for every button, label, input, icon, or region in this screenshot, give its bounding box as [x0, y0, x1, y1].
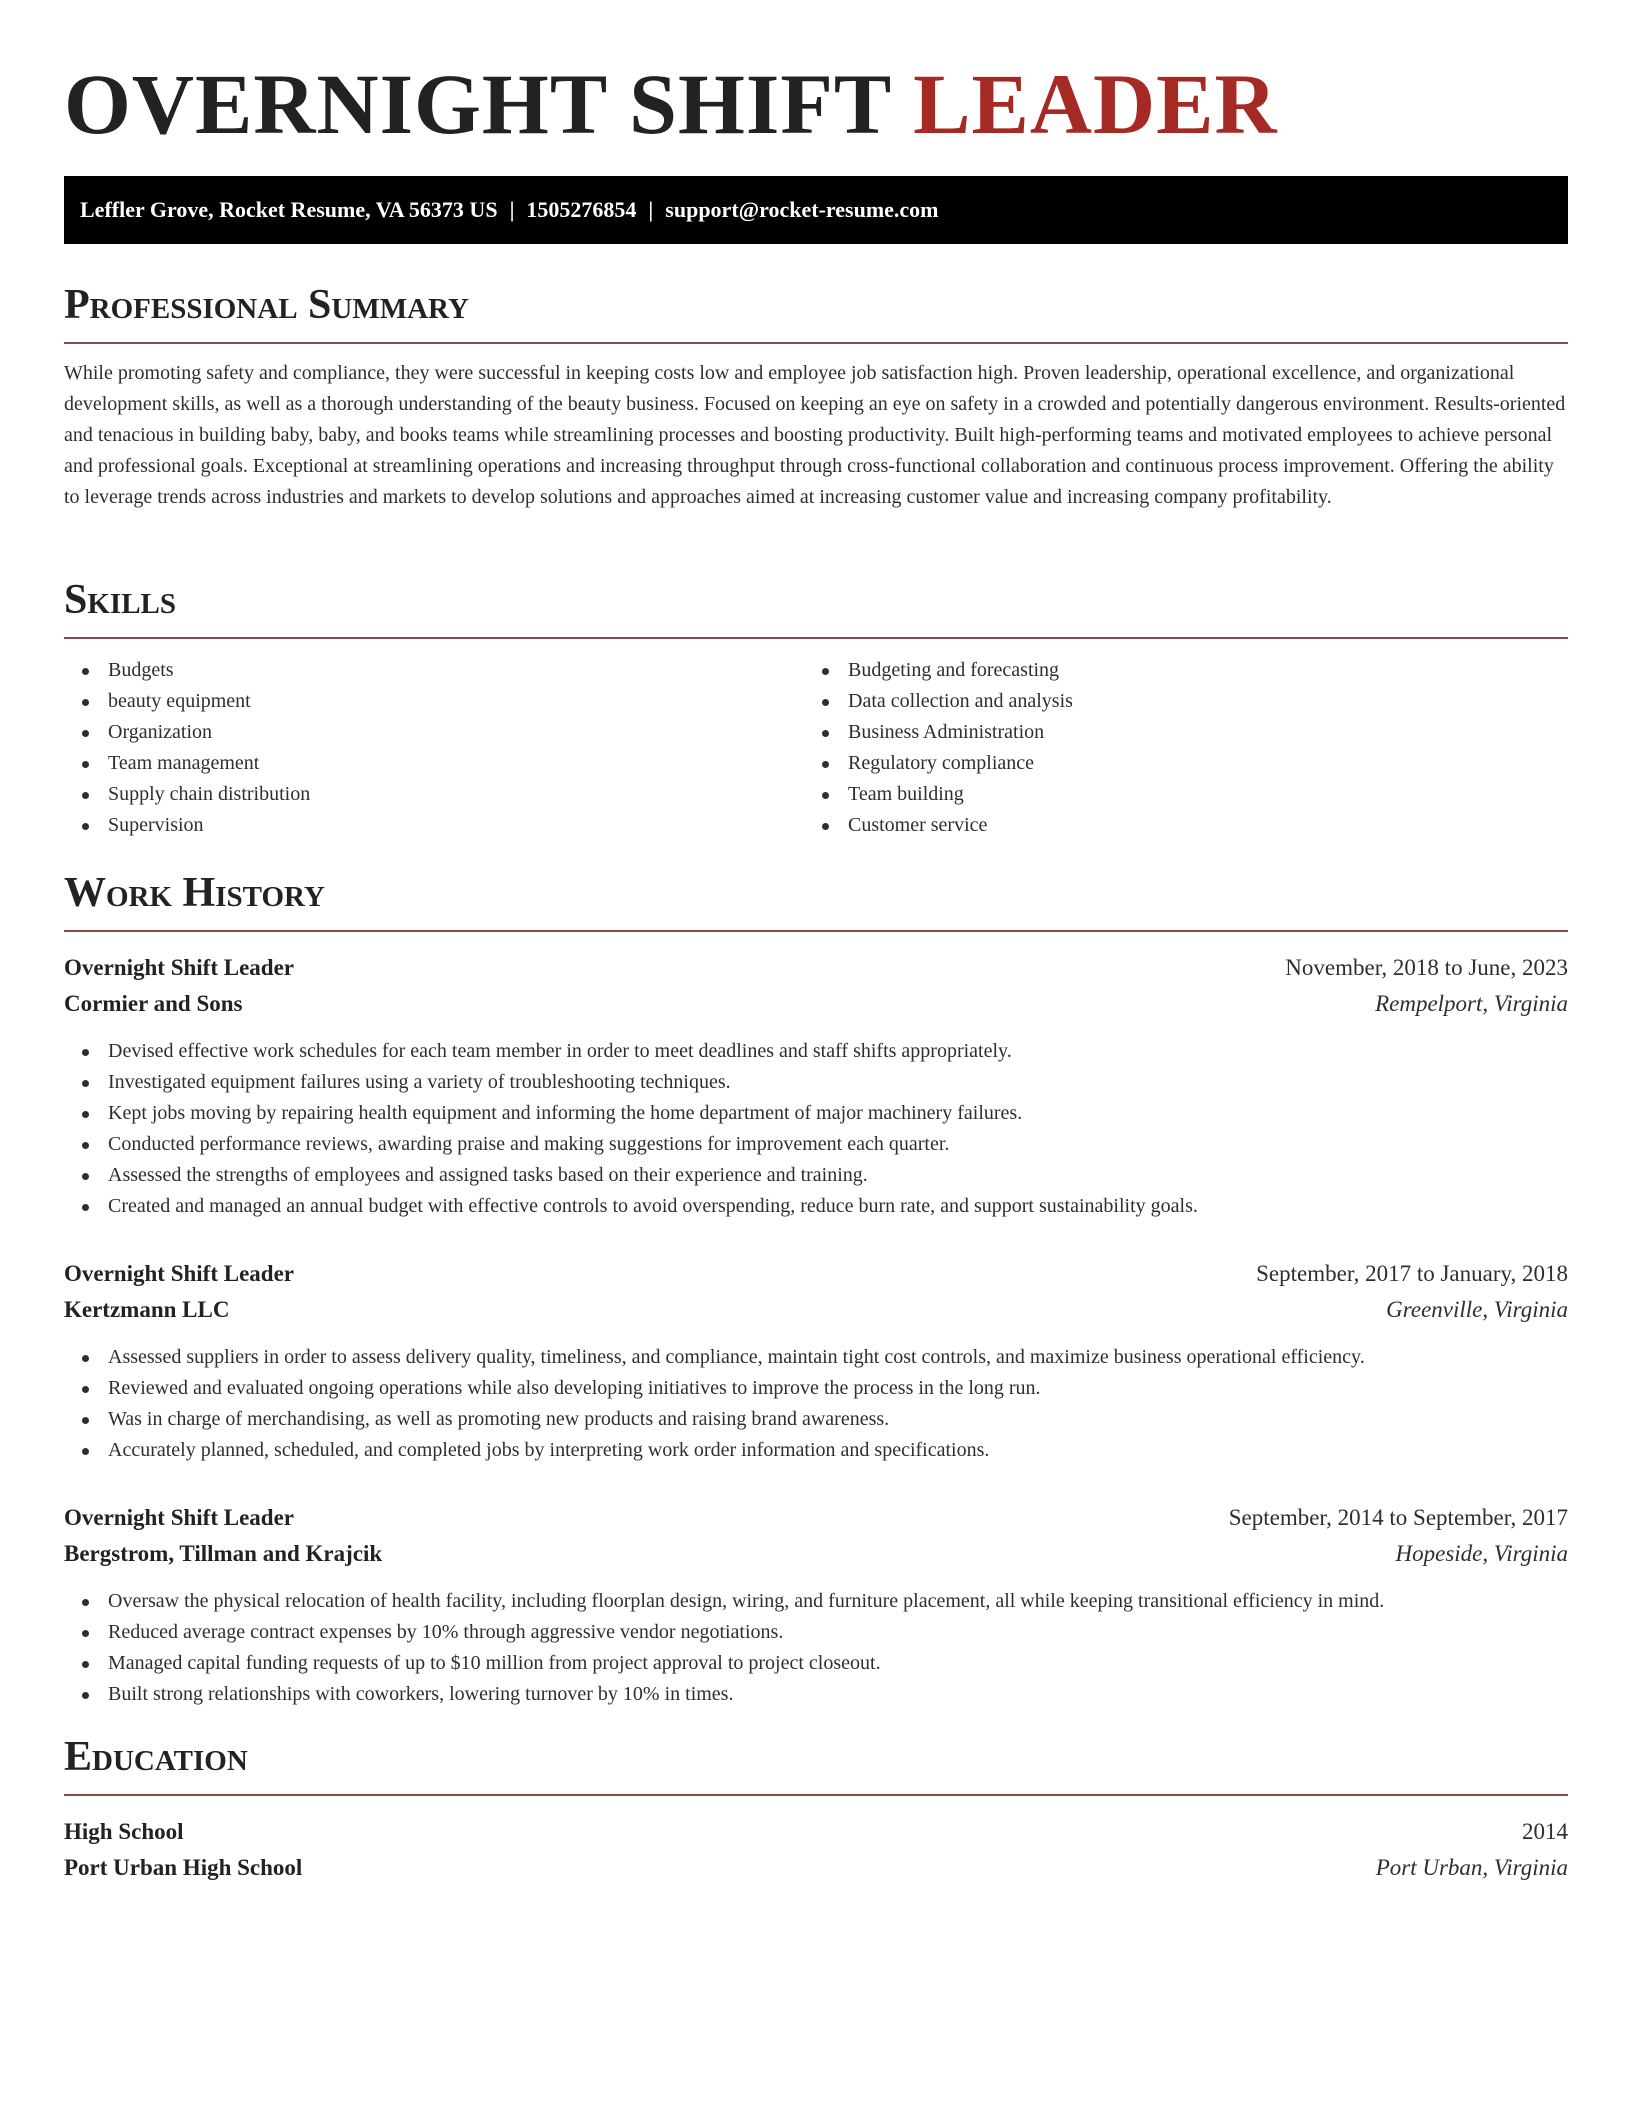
education-school: Port Urban High School — [64, 1855, 303, 1880]
job-bullet: Managed capital funding requests of up to $10 million from project approval to project closeout. — [64, 1648, 1568, 1679]
job-company-row — [64, 1536, 1568, 1572]
work-history-heading: Work History — [64, 868, 1568, 932]
job-entry — [64, 1256, 1568, 1466]
job-dates: November, 2018 to June, 2023 — [1285, 955, 1568, 980]
title-accent: LEADER — [913, 56, 1278, 152]
job-bullet: Reduced average contract expenses by 10% through aggressive vendor negotiations. — [64, 1617, 1568, 1648]
job-header-row — [64, 950, 1568, 986]
job-bullets — [64, 1342, 1568, 1466]
resume-title — [64, 54, 1278, 154]
job-bullet: Built strong relationships with coworkers, lowering turnover by 10% in times. — [64, 1679, 1568, 1710]
skills-heading: Skills — [64, 575, 1568, 639]
job-entry — [64, 1500, 1568, 1710]
job-bullet: Conducted performance reviews, awarding praise and making suggestions for improvement each quarter. — [64, 1129, 1568, 1160]
contact-phone: 1505276854 — [526, 197, 637, 222]
job-bullet: Reviewed and evaluated ongoing operations while also developing initiatives to improve the process in the long run. — [64, 1373, 1568, 1404]
contact-separator: | — [509, 197, 515, 222]
skill-item: Team management — [64, 748, 804, 779]
job-bullets — [64, 1586, 1568, 1710]
job-entry — [64, 950, 1568, 1222]
job-bullet: Devised effective work schedules for each team member in order to meet deadlines and staff shifts appropriately. — [64, 1036, 1568, 1067]
contact-separator: | — [648, 197, 654, 222]
skill-item: Business Administration — [804, 717, 1544, 748]
title-main: OVERNIGHT SHIFT — [64, 56, 891, 152]
job-title: Overnight Shift Leader — [64, 955, 294, 980]
contact-email[interactable]: support@rocket-resume.com — [665, 197, 939, 222]
job-bullet: Was in charge of merchandising, as well as promoting new products and raising brand awareness. — [64, 1404, 1568, 1435]
education-section — [64, 1732, 1568, 1886]
job-bullet: Oversaw the physical relocation of health facility, including floorplan design, wiring, and furniture placement, all while keeping transitional efficiency in mind. — [64, 1586, 1568, 1617]
job-header-row — [64, 1256, 1568, 1292]
skill-item: Organization — [64, 717, 804, 748]
job-bullet: Kept jobs moving by repairing health equipment and informing the home department of major machinery failures. — [64, 1098, 1568, 1129]
education-location: Port Urban, Virginia — [1375, 1855, 1568, 1880]
job-dates: September, 2017 to January, 2018 — [1256, 1261, 1568, 1286]
skill-item: Budgets — [64, 655, 804, 686]
job-bullet: Created and managed an annual budget with effective controls to avoid overspending, reduce burn rate, and support sustainability goals. — [64, 1191, 1568, 1222]
skills-section — [64, 575, 1568, 841]
summary-text: While promoting safety and compliance, they were successful in keeping costs low and employee job satisfaction high. Proven leadership, operational excellence, and organizational development skills, as well as a thorough understanding of the beauty business. Focused on keeping an eye on safety in a crowded and potentially dangerous environment. Results-oriented and tenacious in building baby, baby, and books teams while streamlining processes and boosting productivity. Built high-performing teams and motivated employees to achieve personal and professional goals. Exceptional at streamlining operations and increasing throughput through cross-functional collaboration and continuous process improvement. Offering the ability to leverage trends across industries and markets to develop solutions and approaches aimed at increasing customer value and increasing company profitability. — [64, 362, 1566, 508]
education-degree: High School — [64, 1819, 184, 1844]
job-bullet: Assessed the strengths of employees and assigned tasks based on their experience and training. — [64, 1160, 1568, 1191]
job-bullet: Accurately planned, scheduled, and completed jobs by interpreting work order information and specifications. — [64, 1435, 1568, 1466]
education-heading: Education — [64, 1732, 1568, 1796]
skill-item: Regulatory compliance — [804, 748, 1544, 779]
job-dates: September, 2014 to September, 2017 — [1228, 1505, 1568, 1530]
job-bullet: Investigated equipment failures using a variety of troubleshooting techniques. — [64, 1067, 1568, 1098]
job-header-row — [64, 1500, 1568, 1536]
summary-heading: Professional Summary — [64, 280, 1568, 344]
education-year: 2014 — [1522, 1819, 1568, 1844]
skill-item: Supervision — [64, 810, 804, 841]
work-history-section — [64, 868, 1568, 1710]
skill-item: beauty equipment — [64, 686, 804, 717]
skill-item: Team building — [804, 779, 1544, 810]
education-header-row — [64, 1814, 1568, 1850]
job-bullets — [64, 1036, 1568, 1222]
job-title: Overnight Shift Leader — [64, 1261, 294, 1286]
job-bullet: Assessed suppliers in order to assess delivery quality, timeliness, and compliance, maintain tight cost controls, and maximize business operational efficiency. — [64, 1342, 1568, 1373]
skills-column-right — [804, 655, 1544, 841]
job-title: Overnight Shift Leader — [64, 1505, 294, 1530]
contact-address: Leffler Grove, Rocket Resume, VA 56373 US — [80, 197, 498, 222]
skill-item: Supply chain distribution — [64, 779, 804, 810]
skill-item: Budgeting and forecasting — [804, 655, 1544, 686]
job-company-row — [64, 986, 1568, 1022]
education-entry — [64, 1814, 1568, 1886]
job-company: Kertzmann LLC — [64, 1297, 230, 1322]
job-company: Cormier and Sons — [64, 991, 243, 1016]
summary-section — [64, 280, 1568, 513]
skill-item: Data collection and analysis — [804, 686, 1544, 717]
skill-item: Customer service — [804, 810, 1544, 841]
skills-column-left — [64, 655, 804, 841]
contact-bar — [64, 176, 1568, 244]
job-company-row — [64, 1292, 1568, 1328]
job-company: Bergstrom, Tillman and Krajcik — [64, 1541, 383, 1566]
job-location: Hopeside, Virginia — [1395, 1541, 1568, 1566]
job-location: Greenville, Virginia — [1386, 1297, 1568, 1322]
skills-columns — [64, 655, 1568, 841]
job-location: Rempelport, Virginia — [1375, 991, 1568, 1016]
education-school-row — [64, 1850, 1568, 1886]
